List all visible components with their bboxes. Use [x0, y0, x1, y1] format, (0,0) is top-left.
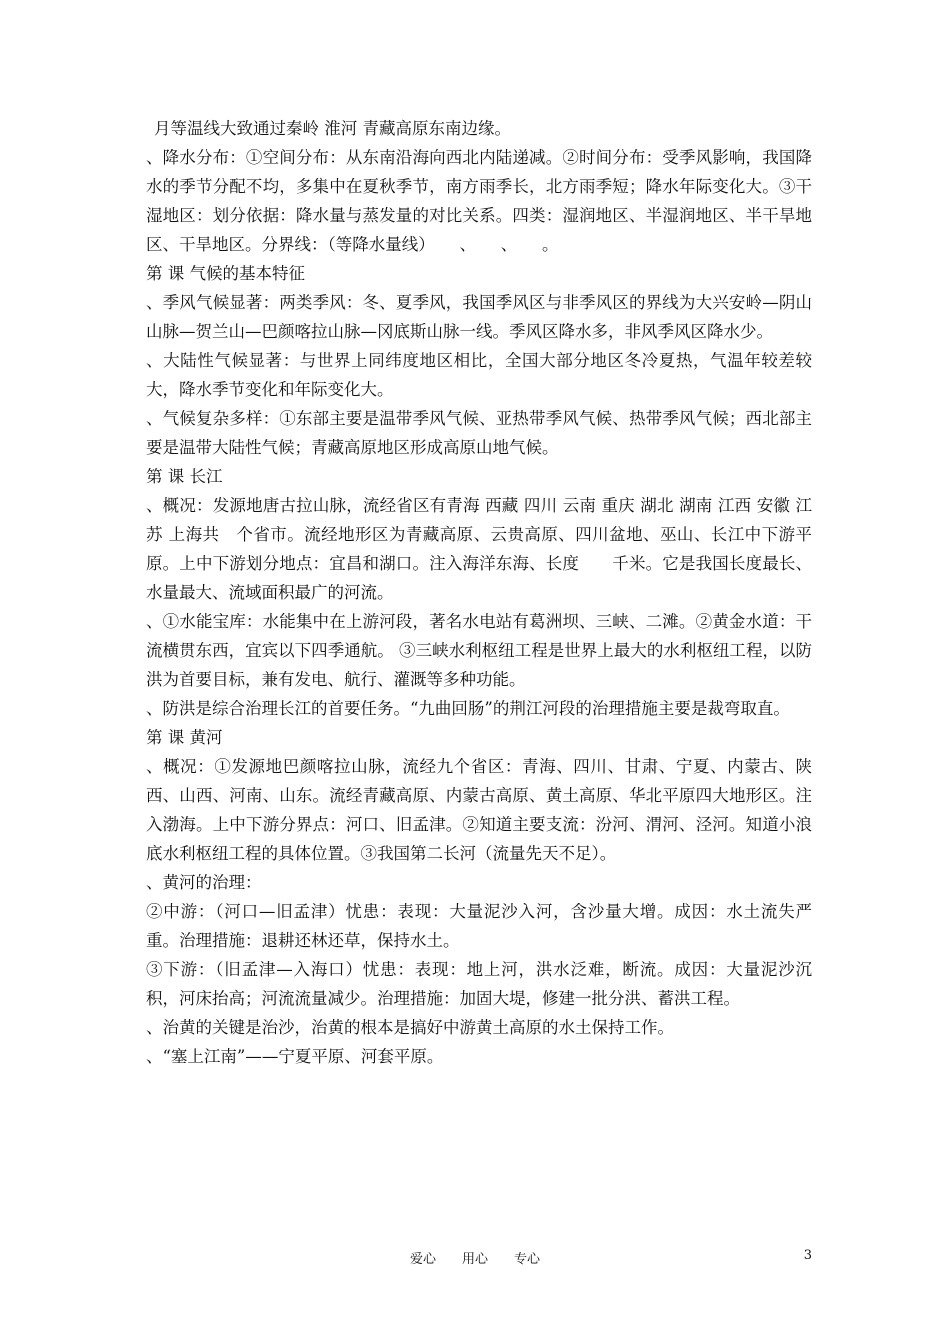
paragraph: ③下游：（旧孟津—入海口）忧患：表现：地上河，洪水泛难，断流。成因：大量泥沙沉积，河床抬高；河流流量减少。治理措施：加固大堤，修建一批分洪、蓄洪工程。	[146, 960, 812, 1008]
paragraph: 、“塞上江南”——宁夏平原、河套平原。	[146, 1047, 444, 1066]
paragraph: 、①水能宝库：水能集中在上游河段，著名水电站有葛洲坝、三峡、二滩。②黄金水道：干流横贯东西，宜宾以下四季通航。 ③三峡水利枢纽工程是世界上最大的水利枢纽工程，以防洪为首要目标，兼有发电、航行、灌溉等多种功能。	[146, 612, 812, 689]
section-heading: 第 课 黄河	[146, 728, 223, 747]
paragraph: 、气候复杂多样：①东部主要是温带季风气候、亚热带季风气候、热带季风气候；西北部主要是温带大陆性气候；青藏高原地区形成高原山地气候。	[146, 409, 812, 457]
paragraph: 、黄河的治理：	[146, 873, 262, 892]
section-heading: 第 课 气候的基本特征	[146, 264, 305, 283]
section-heading: 第 课 长江	[146, 467, 223, 486]
document-body	[146, 114, 812, 1071]
footer-motto: 爱心 用心 专心	[409, 1252, 540, 1267]
paragraph: 、季风气候显著：两类季风：冬、夏季风，我国季风区与非季风区的界线为大兴安岭—阴山山脉—贺兰山—巴颜喀拉山脉—冈底斯山脉一线。季风区降水多，非风季风区降水少。	[146, 293, 812, 341]
paragraph: 、降水分布：①空间分布：从东南沿海向西北内陆递减。②时间分布：受季风影响，我国降水的季节分配不均，多集中在夏秋季节，南方雨季长，北方雨季短；降水年际变化大。③干湿地区：划分依据：降水量与蒸发量的对比关系。四类：湿润地区、半湿润地区、半干旱地区、干旱地区。分界线：（等降水量线） 、 、 。	[146, 148, 812, 254]
page-footer	[0, 1248, 950, 1270]
paragraph: 、大陆性气候显著：与世界上同纬度地区相比，全国大部分地区冬冷夏热，气温年较差较大，降水季节变化和年际变化大。	[146, 351, 812, 399]
paragraph: 、概况：发源地唐古拉山脉，流经省区有青海 西藏 四川 云南 重庆 湖北 湖南 江西 安徽 江苏 上海共 个省市。流经地形区为青藏高原、云贵高原、四川盆地、巫山、长江中下游平原。上中下游划分地点：宜昌和湖口。注入海洋东海、长度 千米。它是我国长度最长、水量最大、流域面积最广的河流。	[146, 496, 812, 602]
paragraph: ②中游：（河口—旧孟津）忧患：表现：大量泥沙入河，含沙量大增。成因：水土流失严重。治理措施：退耕还林还草，保持水土。	[146, 902, 812, 950]
paragraph: 、概况：①发源地巴颜喀拉山脉，流经九个省区：青海、四川、甘肃、宁夏、内蒙古、陕西、山西、河南、山东。流经青藏高原、内蒙古高原、黄土高原、华北平原四大地形区。注入渤海。上中下游分界点：河口、旧孟津。②知道主要支流：汾河、渭河、泾河。知道小浪底水利枢纽工程的具体位置。③我国第二长河（流量先天不足）。	[146, 757, 812, 863]
paragraph: 月等温线大致通过秦岭 淮河 青藏高原东南边缘。	[154, 119, 511, 138]
paragraph: 、防洪是综合治理长江的首要任务。“九曲回肠”的荆江河段的治理措施主要是裁弯取直。	[146, 699, 790, 718]
paragraph: 、治黄的关键是治沙，治黄的根本是搞好中游黄土高原的水土保持工作。	[146, 1018, 674, 1037]
page-number: 3	[803, 1248, 812, 1263]
